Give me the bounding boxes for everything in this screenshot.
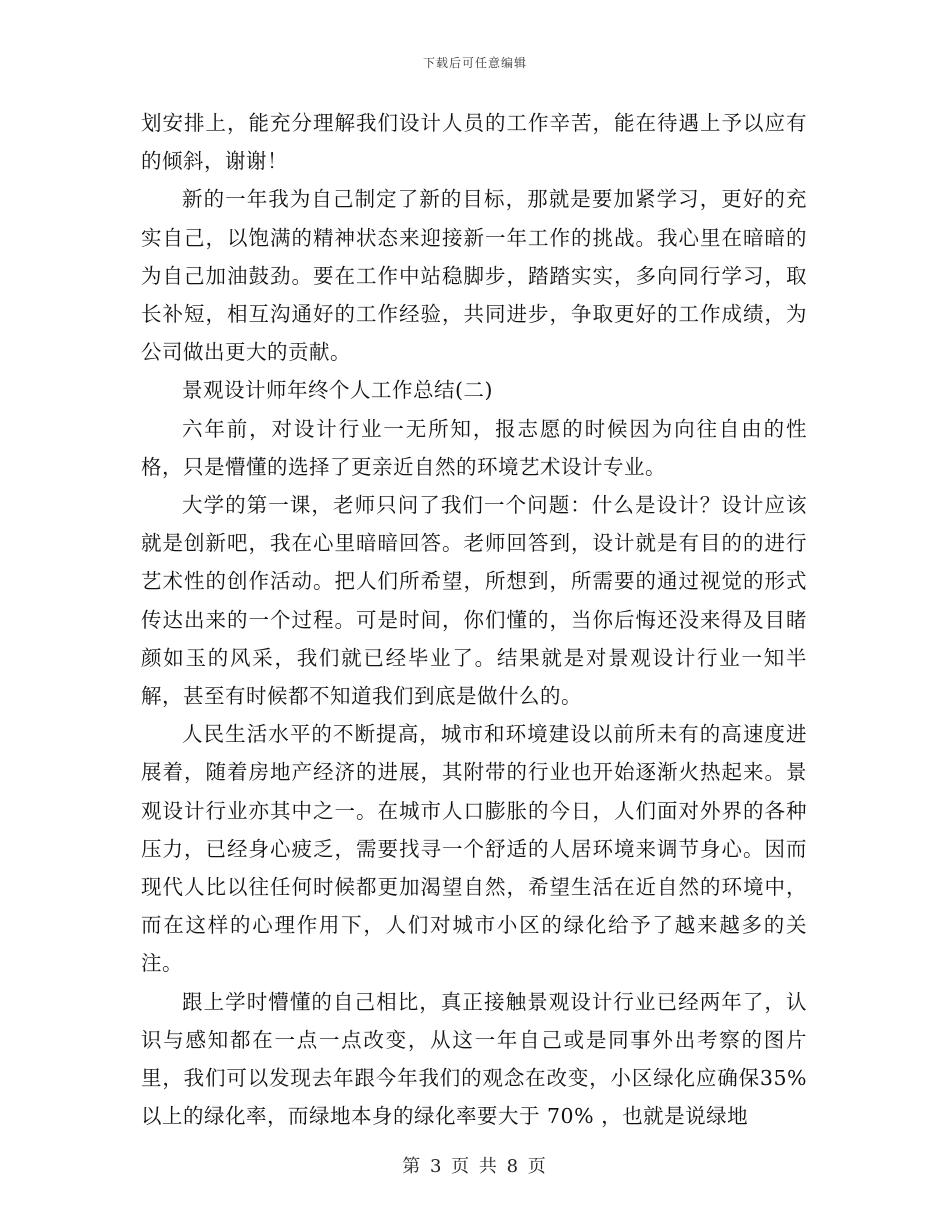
page-number: 第 3 页 共 8 页 <box>402 1156 548 1177</box>
paragraph-continuation: 划安排上，能充分理解我们设计人员的工作辛苦，能在待遇上予以应有的倾斜，谢谢！ <box>141 111 807 174</box>
document-body <box>141 104 807 1135</box>
section-heading: 景观设计师年终个人工作总结(二) <box>182 378 493 403</box>
paragraph-new-year-goals: 新的一年我为自己制定了新的目标，那就是要加紧学习，更好的充实自己，以饱满的精神状态来迎接新一年工作的挑战。我心里在暗暗的为自己加油鼓劲。要在工作中站稳脚步，踏踏实实，多向同行学习，取长补短，相互沟通好的工作经验，共同进步，争取更好的工作成绩，为公司做出更大的贡献。 <box>141 187 807 365</box>
paragraph-living-standards: 人民生活水平的不断提高，城市和环境建设以前所未有的高速度进展着，随着房地产经济的进展，其附带的行业也开始逐渐火热起来。景观设计行业亦其中之一。在城市人口膨胀的今日，人们面对外界的各种压力，已经身心疲乏，需要找寻一个舒适的人居环境来调节身心。因而现代人比以往任何时候都更加渴望自然，希望生活在近自然的环境中，而在这样的心理作用下，人们对城市小区的绿化给予了越来越多的关注。 <box>141 722 807 976</box>
paragraph-first-class: 大学的第一课，老师只问了我们一个问题：什么是设计？设计应该就是创新吧，我在心里暗暗回答。老师回答到，设计就是有目的的进行艺术性的创作活动。把人们所希望，所想到，所需要的通过视觉的形式传达出来的一个过程。可是时间，你们懂的，当你后悔还没来得及目睹颜如玉的风采，我们就已经毕业了。结果就是对景观设计行业一知半解，甚至有时候都不知道我们到底是做什么的。 <box>141 493 807 709</box>
paragraph-six-years-ago: 六年前，对设计行业一无所知，报志愿的时候因为向往自由的性格，只是懵懂的选择了更亲近自然的环境艺术设计专业。 <box>141 416 807 479</box>
page-header-note: 下载后可任意编辑 <box>422 56 527 70</box>
paragraph-compared-to-school: 跟上学时懵懂的自己相比，真正接触景观设计行业已经两年了，认识与感知都在一点一点改变，从这一年自己或是同事外出考察的图片里，我们可以发现去年跟今年我们的观念在改变，小区绿化应确保35% 以上的绿化率，而绿地本身的绿化率要大于 70% ，也就是说绿地 <box>141 989 807 1129</box>
